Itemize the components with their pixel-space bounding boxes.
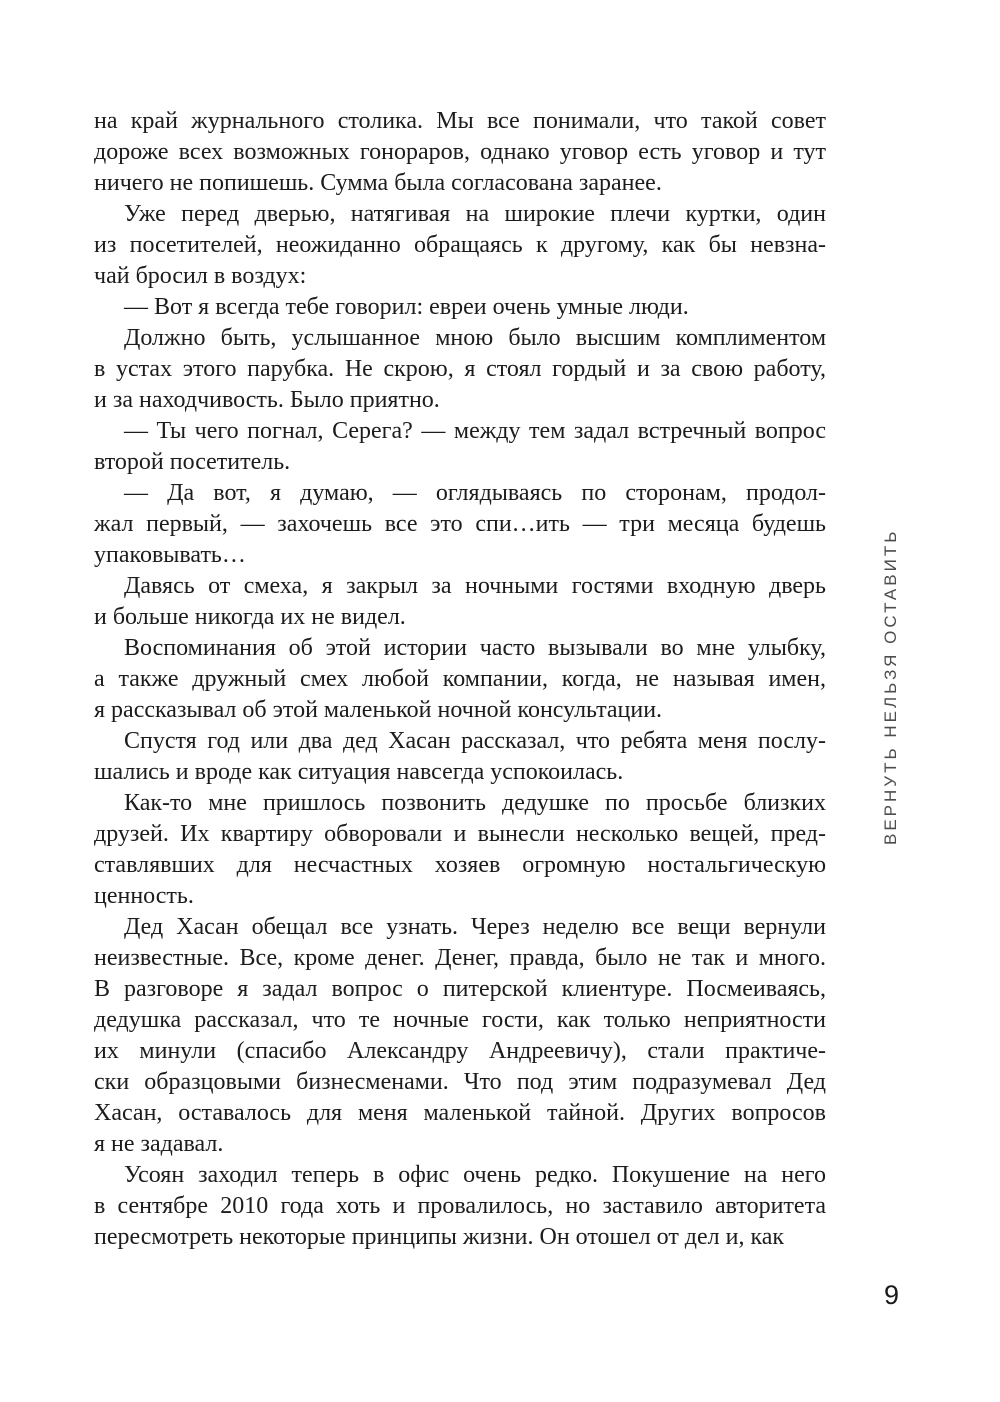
text-line: ценность. [94, 883, 194, 909]
text-line: ничего не попишешь. Сумма была согласована заранее. [94, 170, 662, 196]
paragraph [94, 633, 826, 726]
text-line: а также дружный смех любой компании, когда, не называя имен, [94, 666, 826, 692]
text-line: пересмотреть некоторые принципы жизни. Он отошел от дел и, как [94, 1224, 785, 1250]
text-line: я не задавал. [94, 1131, 224, 1157]
text-line: их минули (спасибо Александру Андреевичу), стали практиче- [94, 1038, 826, 1064]
paragraph [94, 478, 826, 571]
paragraph [94, 912, 826, 1160]
running-title: ВЕРНУТЬ НЕЛЬЗЯ ОСТАВИТЬ [881, 528, 900, 845]
paragraph [94, 323, 826, 416]
text-line: в устах этого парубка. Не скрою, я стоял гордый и за свою работу, [94, 356, 826, 382]
text-line: на край журнального столика. Мы все понимали, что такой совет [94, 108, 826, 134]
paragraph [94, 106, 826, 199]
text-line: друзей. Их квартиру обворовали и вынесли несколько вещей, пред- [94, 821, 826, 847]
text-line: Дед Хасан обещал все узнать. Через неделю все вещи вернули [124, 914, 826, 940]
text-line: из посетителей, неожиданно обращаясь к другому, как бы невзна- [94, 232, 826, 258]
text-line: Воспоминания об этой истории часто вызывали во мне улыбку, [124, 635, 826, 661]
text-line: Должно быть, услышанное мною было высшим комплиментом [124, 325, 826, 351]
text-line: второй посетитель. [94, 449, 291, 475]
text-line: — Да вот, я думаю, — оглядываясь по сторонам, продол- [124, 480, 826, 506]
paragraph [94, 199, 826, 292]
text-line: ски образцовыми бизнесменами. Что под этим подразумевал Дед [94, 1069, 826, 1095]
paragraph [94, 788, 826, 912]
paragraph [94, 292, 826, 323]
text-line: — Ты чего погнал, Серега? — между тем задал встречный вопрос [124, 418, 826, 444]
text-line: дедушка рассказал, что те ночные гости, как только неприятности [94, 1007, 826, 1033]
paragraph [94, 571, 826, 633]
text-line: я рассказывал об этой маленькой ночной консультации. [94, 697, 663, 723]
text-line: ставлявших для несчастных хозяев огромную ностальгическую [94, 852, 826, 878]
text-block [94, 106, 826, 1253]
text-line: Как-то мне пришлось позвонить дедушке по просьбе близких [124, 790, 826, 816]
text-line: Уже перед дверью, натягивая на широкие плечи куртки, один [124, 201, 826, 227]
text-line: в сентябре 2010 года хоть и провалилось, но заставило авторитета [94, 1193, 826, 1219]
text-line: жал первый, — захочешь все это спи…ить — три месяца будешь [94, 511, 826, 537]
paragraph [94, 1160, 826, 1253]
paragraph [94, 416, 826, 478]
text-line: — Вот я всегда тебе говорил: евреи очень умные люди. [124, 294, 689, 320]
text-line: и больше никогда их не видел. [94, 604, 406, 630]
text-line: упаковывать… [94, 542, 246, 568]
page-number: 9 [884, 1280, 900, 1310]
text-line: Хасан, оставалось для меня маленькой тайной. Других вопросов [94, 1100, 826, 1126]
paragraph [94, 726, 826, 788]
text-line: и за находчивость. Было приятно. [94, 387, 440, 413]
text-line: Усоян заходил теперь в офис очень редко. Покушение на него [124, 1162, 826, 1188]
text-line: шались и вроде как ситуация навсегда успокоилась. [94, 759, 624, 785]
text-line: Спустя год или два дед Хасан рассказал, что ребята меня послу- [124, 728, 826, 754]
text-line: дороже всех возможных гонораров, однако уговор есть уговор и тут [94, 139, 826, 165]
text-line: неизвестные. Все, кроме денег. Денег, правда, было не так и много. [94, 945, 826, 971]
text-line: В разговоре я задал вопрос о питерской клиентуре. Посмеиваясь, [94, 976, 826, 1002]
text-line: чай бросил в воздух: [94, 263, 307, 289]
text-line: Давясь от смеха, я закрыл за ночными гостями входную дверь [124, 573, 826, 599]
